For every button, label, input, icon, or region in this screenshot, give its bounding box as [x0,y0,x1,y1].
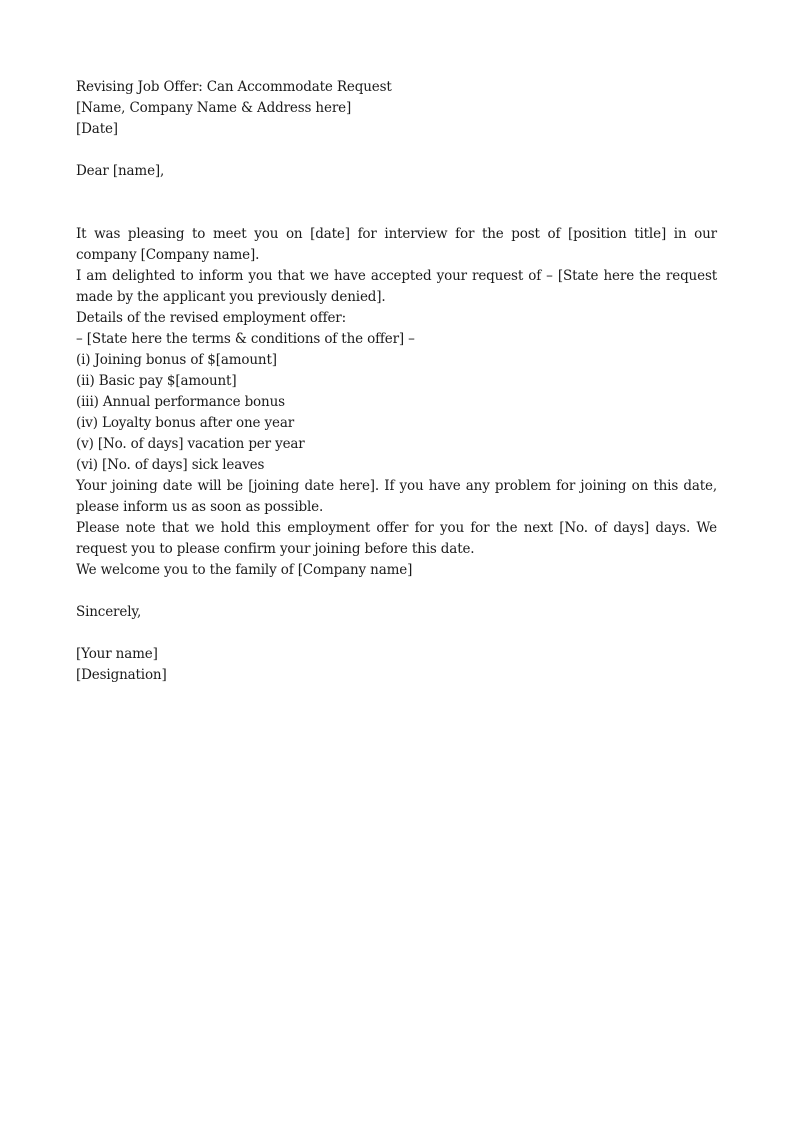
recipient-address: [Name, Company Name & Address here] [76,100,352,116]
spacer [76,140,717,161]
paragraph-accepted: I am delighted to inform you that we have accepted your request of – [State here the request made by the applicant you previously denied]. [76,268,717,305]
terms-list-item: (i) Joining bonus of $[amount] [76,352,277,368]
terms-list-item: (ii) Basic pay $[amount] [76,373,237,389]
letter-body [76,77,717,686]
spacer [76,623,717,644]
paragraph-joining-date: Your joining date will be [joining date here]. If you have any problem for joining on this date, please inform us as soon as possible. [76,478,717,515]
paragraph-hold-offer: Please note that we hold this employment offer for you for the next [No. of days] days. We request you to please confirm your joining before this date. [76,520,717,557]
terms-list-item: (vi) [No. of days] sick leaves [76,457,265,473]
spacer [76,581,717,602]
letter-title: Revising Job Offer: Can Accommodate Request [76,79,392,95]
terms-intro: – [State here the terms & conditions of the offer] – [76,331,415,347]
paragraph-meeting: It was pleasing to meet you on [date] for interview for the post of [position title] in our company [Company name]. [76,226,717,263]
signature-designation: [Designation] [76,667,167,683]
signature-name: [Your name] [76,646,158,662]
terms-list-item: (iii) Annual performance bonus [76,394,285,410]
salutation: Dear [name], [76,163,165,179]
closing: Sincerely, [76,604,142,620]
terms-list-item: (iv) Loyalty bonus after one year [76,415,295,431]
spacer [76,182,717,224]
letter-date: [Date] [76,121,118,137]
details-intro: Details of the revised employment offer: [76,310,347,326]
paragraph-welcome: We welcome you to the family of [Company name] [76,562,413,578]
terms-list-item: (v) [No. of days] vacation per year [76,436,305,452]
